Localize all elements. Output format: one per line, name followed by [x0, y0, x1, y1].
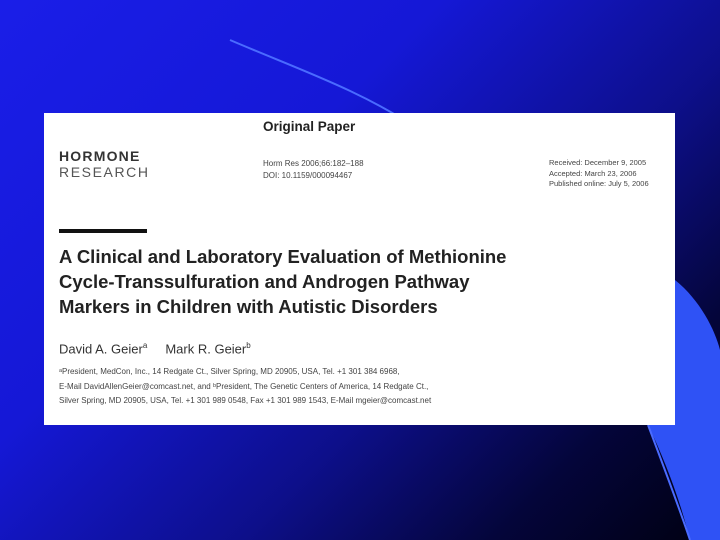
paper-header-image: [44, 113, 675, 425]
journal-name-line1: HORMONE: [59, 148, 141, 164]
title-line2: Cycle-Transsulfuration and Androgen Pathway: [59, 271, 470, 292]
citation-line2: DOI: 10.1159/000094467: [263, 171, 353, 180]
citation: [263, 158, 364, 182]
title-line1: A Clinical and Laboratory Evaluation of Methionine: [59, 246, 507, 267]
affiliation-line1: ᵃPresident, MedCon, Inc., 14 Redgate Ct., Silver Spring, MD 20905, USA, Tel. +1 301 384 6968,: [59, 367, 400, 376]
citation-line1: Horm Res 2006;66:182–188: [263, 159, 364, 168]
author-1-affil: a: [142, 341, 148, 350]
original-paper-label: Original Paper: [263, 119, 356, 134]
title-line3: Markers in Children with Autistic Disorders: [59, 296, 438, 317]
affiliation-line2: E-Mail DavidAllenGeier@comcast.net, and ᵇPresident, The Genetic Centers of America, 14 Redgate Ct.,: [59, 381, 429, 391]
received-date: Received: December 9, 2005: [549, 158, 647, 167]
paper-title: [59, 244, 599, 319]
affiliations: [59, 365, 579, 409]
published-date: Published online: July 5, 2006: [549, 179, 649, 188]
authors: [59, 341, 251, 356]
author-1: David A. Geier: [59, 341, 143, 357]
publication-dates: [549, 158, 665, 190]
accepted-date: Accepted: March 23, 2006: [549, 168, 637, 178]
title-rule: [59, 229, 147, 233]
affiliation-line3: Silver Spring, MD 20905, USA, Tel. +1 301 989 0548, Fax +1 301 989 1543, E-Mail mgeier@comcast.net: [59, 396, 432, 405]
journal-name-line2: RESEARCH: [59, 164, 150, 180]
author-2: Mark R. Geier: [165, 341, 247, 357]
author-2-affil: b: [246, 341, 251, 350]
